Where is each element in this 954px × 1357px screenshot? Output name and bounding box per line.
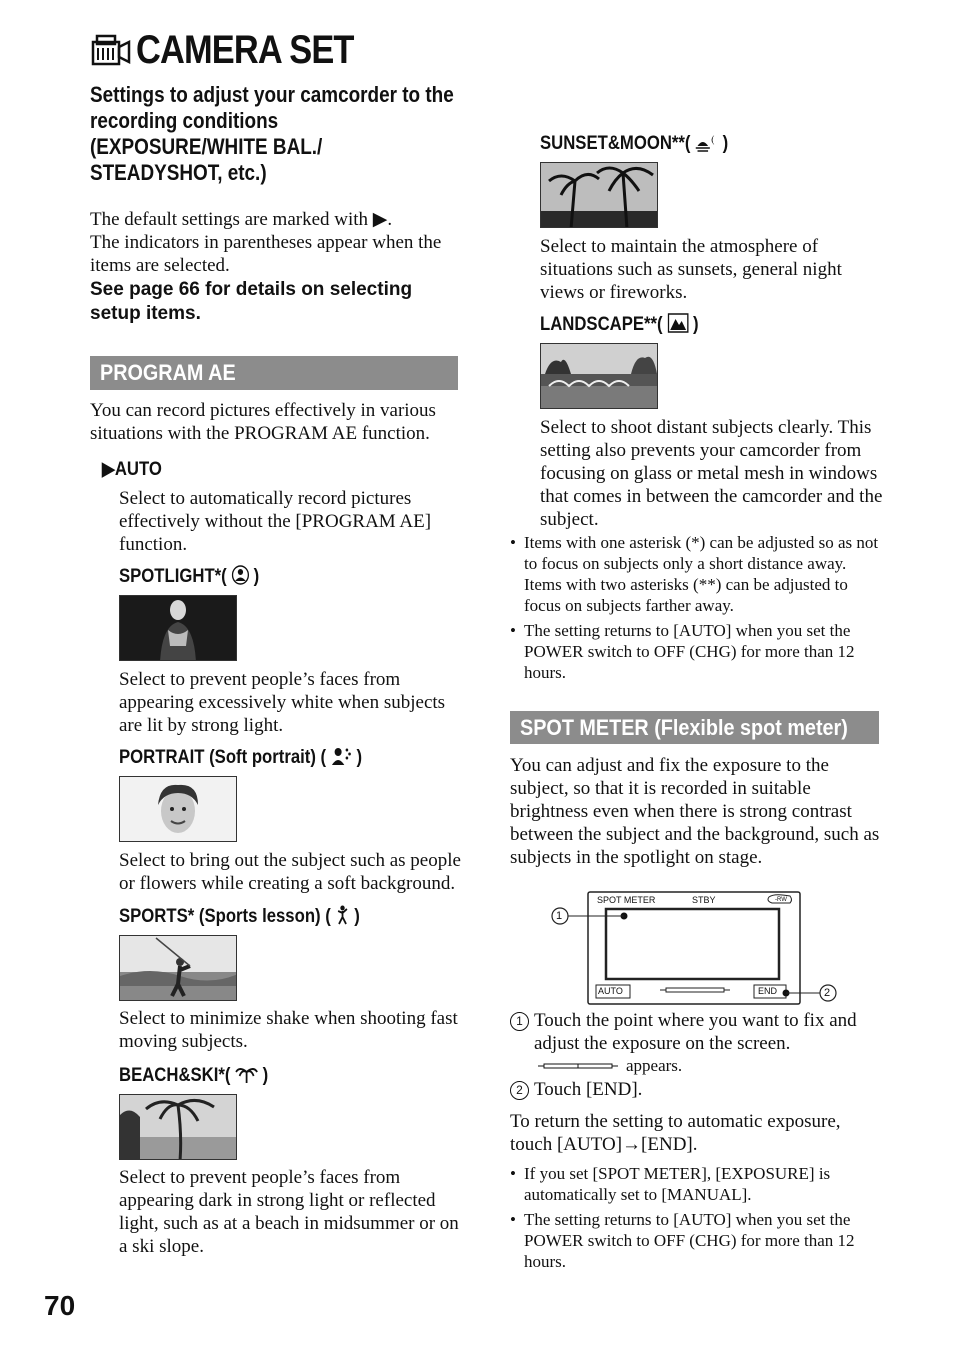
note-item: • If you set [SPOT METER], [EXPOSURE] is automatically set to [MANUAL]. — [510, 1163, 880, 1205]
subtitle-line: Settings to adjust your camcorder to the — [90, 82, 454, 107]
sunset-moon-label — [540, 132, 728, 159]
program-ae-notes — [510, 532, 880, 687]
lcd-end-button[interactable]: END — [758, 986, 778, 996]
mountain-icon — [667, 313, 688, 340]
beach-ski-label — [119, 1064, 268, 1091]
subtitle-line: recording conditions — [90, 108, 279, 133]
sports-label-text: SPORTS* (Sports lesson) ( — [119, 906, 331, 927]
note-item: • The setting returns to [AUTO] when you set the POWER switch to OFF (CHG) for more than 12 hours. — [510, 1209, 880, 1272]
subtitle-line: (EXPOSURE/WHITE BAL./ — [90, 134, 323, 159]
intro-line: The default settings are marked with ▶. — [90, 209, 393, 230]
landscape-label-text: LANDSCAPE**( — [540, 314, 663, 335]
step-2 — [510, 1078, 882, 1101]
spotlight-photo — [119, 595, 237, 661]
page-subtitle — [90, 82, 513, 186]
note-item: • The setting returns to [AUTO] when you set the POWER switch to OFF (CHG) for more than 12 hours. — [510, 620, 880, 683]
golfer-icon — [335, 905, 349, 932]
spotlight-icon — [231, 565, 249, 592]
step-number: 2 — [510, 1081, 529, 1100]
intro-reference: See page 66 for details on selecting setup items. — [90, 279, 413, 324]
palm-tree-icon — [235, 1064, 258, 1091]
auto-label: ▶AUTO — [102, 459, 162, 480]
lcd-title: SPOT METER — [597, 895, 656, 905]
page-title: CAMERA SET — [136, 28, 354, 72]
return-instruction: To return the setting to automatic exposure, touch [AUTO]→[END]. — [510, 1111, 841, 1155]
spot-meter-description: You can adjust and fix the exposure to the subject, so that it is recorded in suitable brightness even when there is strong contrast between the subject and the background, such as subjects in the spotlight on stage. — [510, 755, 880, 868]
landscape-photo — [540, 343, 658, 409]
lcd-auto-button[interactable]: AUTO — [598, 986, 623, 996]
close-paren: ) — [354, 906, 360, 927]
spotlight-label — [119, 565, 259, 592]
portrait-label-text: PORTRAIT (Soft portrait) ( — [119, 747, 327, 768]
program-ae-description: You can record pictures effectively in various situations with the PROGRAM AE function. — [90, 400, 436, 444]
beach-ski-description: Select to prevent people’s faces from appearing dark in strong light or reflected light, such as at a beach in midsummer or on a ski slope. — [119, 1167, 459, 1257]
exposure-bar-icon — [538, 1055, 618, 1076]
section-heading: PROGRAM AE — [100, 360, 236, 385]
sunset-moon-icon — [695, 132, 718, 159]
sunset-moon-description: Select to maintain the atmosphere of situations such as sunsets, general night views or fireworks. — [540, 236, 842, 303]
portrait-photo — [119, 776, 237, 842]
appears-note — [538, 1055, 682, 1076]
spotlight-label-text: SPOTLIGHT*( — [119, 566, 227, 587]
intro-text — [90, 208, 460, 326]
section-heading: SPOT METER (Flexible spot meter) — [520, 715, 848, 740]
lcd-screen-diagram — [548, 890, 840, 1010]
auto-description: Select to automatically record pictures effectively without the [PROGRAM AE] function. — [119, 488, 432, 555]
portrait-icon — [331, 746, 352, 773]
close-paren: ) — [253, 566, 260, 587]
sunset-photo — [540, 162, 658, 228]
step-number: 1 — [510, 1012, 529, 1031]
close-paren: ) — [693, 314, 699, 335]
portrait-description: Select to bring out the subject such as people or flowers while creating a soft background. — [119, 850, 461, 894]
page-number: 70 — [44, 1290, 76, 1321]
close-paren: ) — [722, 133, 729, 154]
lcd-status: STBY — [692, 895, 716, 905]
landscape-description: Select to shoot distant subjects clearly. This setting also prevents your camcorder from focusing on glass or metal mesh in windows that comes in between the camcorder and the subject. — [540, 417, 883, 530]
sunset-moon-label-text: SUNSET&MOON**( — [540, 133, 691, 154]
beach-ski-label-text: BEACH&SKI*( — [119, 1065, 231, 1086]
callout-1: 1 — [556, 910, 563, 922]
section-program-ae — [90, 356, 458, 390]
step-text: Touch [END]. — [534, 1079, 643, 1100]
camcorder-icon — [91, 34, 131, 68]
spotlight-description: Select to prevent people’s faces from appearing excessively white when subjects are lit by strong light. — [119, 669, 446, 736]
lcd-media: -RW — [775, 897, 787, 903]
step-1 — [510, 1009, 882, 1055]
sports-photo — [119, 935, 237, 1001]
close-paren: ) — [262, 1065, 269, 1086]
appears-text: appears. — [626, 1056, 683, 1075]
spot-meter-notes — [510, 1163, 880, 1276]
intro-line: The indicators in parentheses appear when the items are selected. — [90, 232, 442, 276]
portrait-label — [119, 746, 362, 773]
sports-description: Select to minimize shake when shooting fast moving subjects. — [119, 1008, 458, 1052]
sports-label — [119, 905, 360, 932]
close-paren: ) — [356, 747, 363, 768]
callout-2: 2 — [824, 987, 831, 999]
note-item: • Items with one asterisk (*) can be adjusted so as not to focus on subjects only a short distance away. Items with two asterisks (**) can be adjusted to focus on subjects farther away. — [510, 532, 880, 616]
section-spot-meter — [510, 711, 879, 744]
step-text: Touch the point where you want to fix and adjust the exposure on the screen. — [534, 1010, 857, 1054]
landscape-label — [540, 313, 699, 340]
subtitle-line: STEADYSHOT, etc.) — [90, 160, 267, 185]
beach-photo — [119, 1094, 237, 1160]
